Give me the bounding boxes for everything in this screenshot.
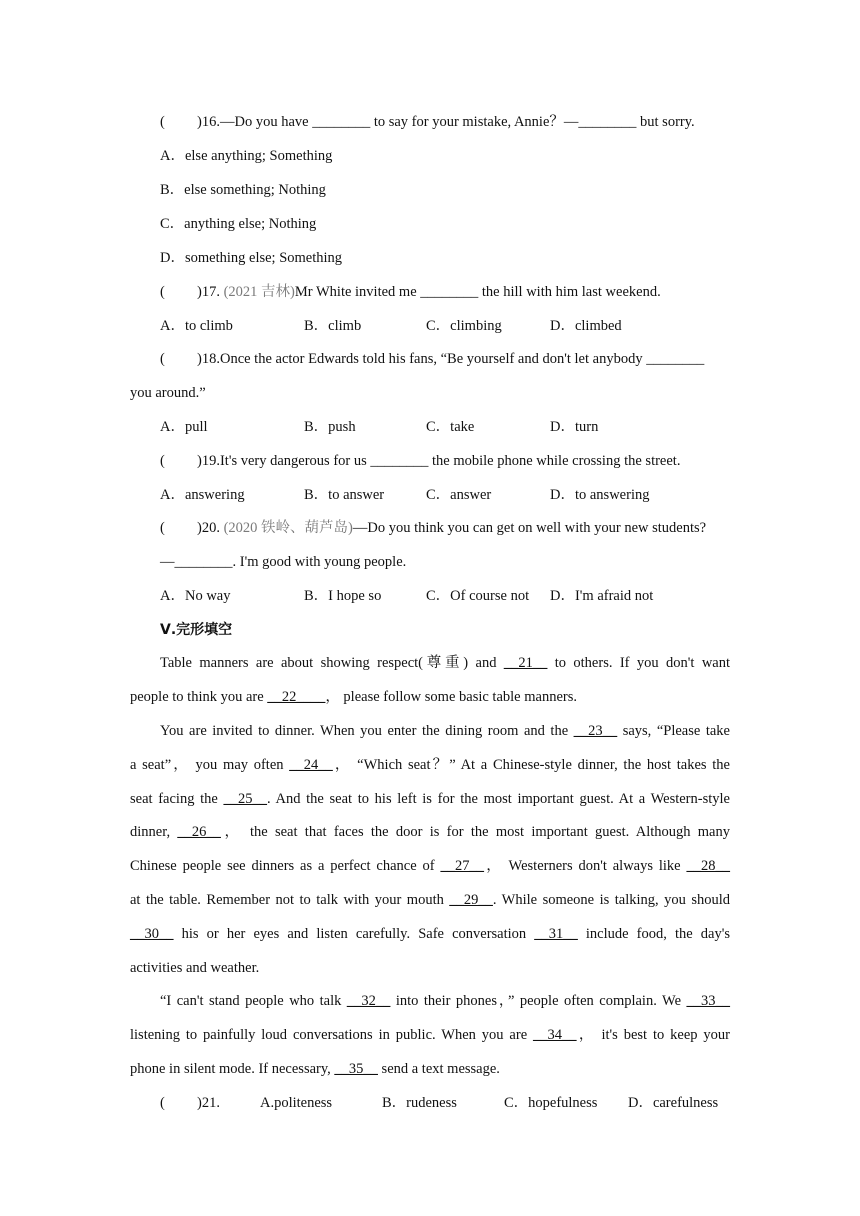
option-20-c: C．Of course not [426, 588, 530, 604]
cloze-blank: __30__ [130, 926, 174, 942]
passage-line: activities and weather. [130, 960, 260, 976]
question-19: ( )19.It's very dangerous for us ________ the mobile phone while crossing the street. [160, 453, 681, 469]
cloze-blank: __32__ [346, 993, 391, 1009]
cloze-blank: __29__ [449, 892, 493, 908]
option-17-c: C．climbing [426, 318, 502, 334]
option-19-b: B．to answer [304, 487, 385, 503]
question-source: (2020 铁岭、葫芦岛) [223, 520, 353, 536]
cloze-blank: __22____ [267, 689, 326, 705]
cloze-blank: __31__ [534, 926, 578, 942]
option-19-c: C．answer [426, 487, 492, 503]
passage-line: people to think you are __22____， please follow some basic table manners. [130, 689, 577, 705]
question-18: ( )18.Once the actor Edwards told his fans, “Be yourself and don't let anybody ________ [160, 351, 705, 367]
cloze-blank: __24__ [289, 757, 333, 773]
option-18-b: B．push [304, 419, 356, 435]
cloze-blank: __26__ [177, 824, 221, 840]
passage-line: seat facing the __25__. And the seat to his left is for the most important guest. At a Western-style [130, 791, 730, 807]
section-heading: Ⅴ.完形填空 [160, 622, 233, 638]
option-16-b: B．else something; Nothing [160, 182, 326, 198]
cloze-blank: __28__ [686, 858, 730, 874]
passage-line: Chinese people see dinners as a perfect chance of __27__， Westerners don't always like __28__ [130, 858, 730, 874]
option-20-a: A．No way [160, 588, 231, 604]
option-16-c: C．anything else; Nothing [160, 216, 317, 232]
passage-line: dinner, __26__， the seat that faces the door is for the most important guest. Although many [130, 824, 730, 840]
option-20-d: D．I'm afraid not [550, 588, 654, 604]
passage-line: __30__ his or her eyes and listen carefully. Safe conversation __31__ include food, the day's [130, 926, 731, 942]
passage-line: Table manners are about showing respect(尊重) and __21__ to others. If you don't want [160, 655, 730, 671]
passage-line: a seat”， you may often __24__， “Which seat？” At a Chinese-style dinner, the host takes the [130, 757, 730, 773]
passage-line: “I can't stand people who talk __32__ into their phones，” people often complain. We __33__ [160, 993, 730, 1009]
options-19 [160, 485, 730, 505]
option-16-a: A．else anything; Something [160, 148, 333, 164]
cloze-blank: __27__ [440, 858, 484, 874]
option-16-d: D．something else; Something [160, 250, 343, 266]
passage-line: listening to painfully loud conversations in public. When you are __34__， it's best to keep your [130, 1027, 730, 1043]
option-17-d: D．climbed [550, 318, 622, 334]
cloze-blank: __21__ [503, 655, 548, 671]
option-18-a: A．pull [160, 419, 208, 435]
passage-line: You are invited to dinner. When you enter the dining room and the __23__ says, “Please take [160, 723, 730, 739]
option-19-d: D．to answering [550, 487, 650, 503]
option-18-d: D．turn [550, 419, 599, 435]
option-18-c: C．take [426, 419, 475, 435]
options-17 [160, 316, 730, 336]
cloze-blank: __23__ [573, 723, 618, 739]
option-21-a: A.politeness [259, 1095, 333, 1111]
option-19-a: A．answering [160, 487, 245, 503]
option-17-a: A．to climb [160, 318, 233, 334]
options-20 [160, 586, 730, 606]
question-20: ( )20. (2020 铁岭、葫芦岛)—Do you think you can get on well with your new students? [160, 520, 707, 536]
cloze-blank: __34__ [533, 1027, 577, 1043]
option-17-b: B．climb [304, 318, 362, 334]
option-21-b: B．rudeness [381, 1095, 457, 1111]
question-20-continued: —________. I'm good with young people. [160, 554, 407, 570]
option-20-b: B．I hope so [304, 588, 382, 604]
question-21: ( )21. A.politeness B．rudeness C．hopefulness D．carefulness [160, 1095, 719, 1111]
passage-line: phone in silent mode. If necessary, __35__ send a text message. [130, 1061, 500, 1077]
question-18-continued: you around.” [130, 385, 206, 401]
option-21-d: D．carefulness [627, 1095, 719, 1111]
question-17: ( )17. (2021 吉林)Mr White invited me ________ the hill with him last weekend. [160, 284, 661, 300]
options-18 [160, 417, 730, 437]
passage-line: at the table. Remember not to talk with your mouth __29__. While someone is talking, you should [130, 892, 731, 908]
cloze-blank: __25__ [223, 791, 267, 807]
cloze-blank: __35__ [334, 1061, 378, 1077]
option-21-c: C．hopefulness [503, 1095, 598, 1111]
question-16: ( )16.—Do you have ________ to say for your mistake, Annie？—________ but sorry. [160, 114, 695, 130]
cloze-blank: __33__ [686, 993, 730, 1009]
question-source: (2021 吉林) [223, 284, 295, 300]
